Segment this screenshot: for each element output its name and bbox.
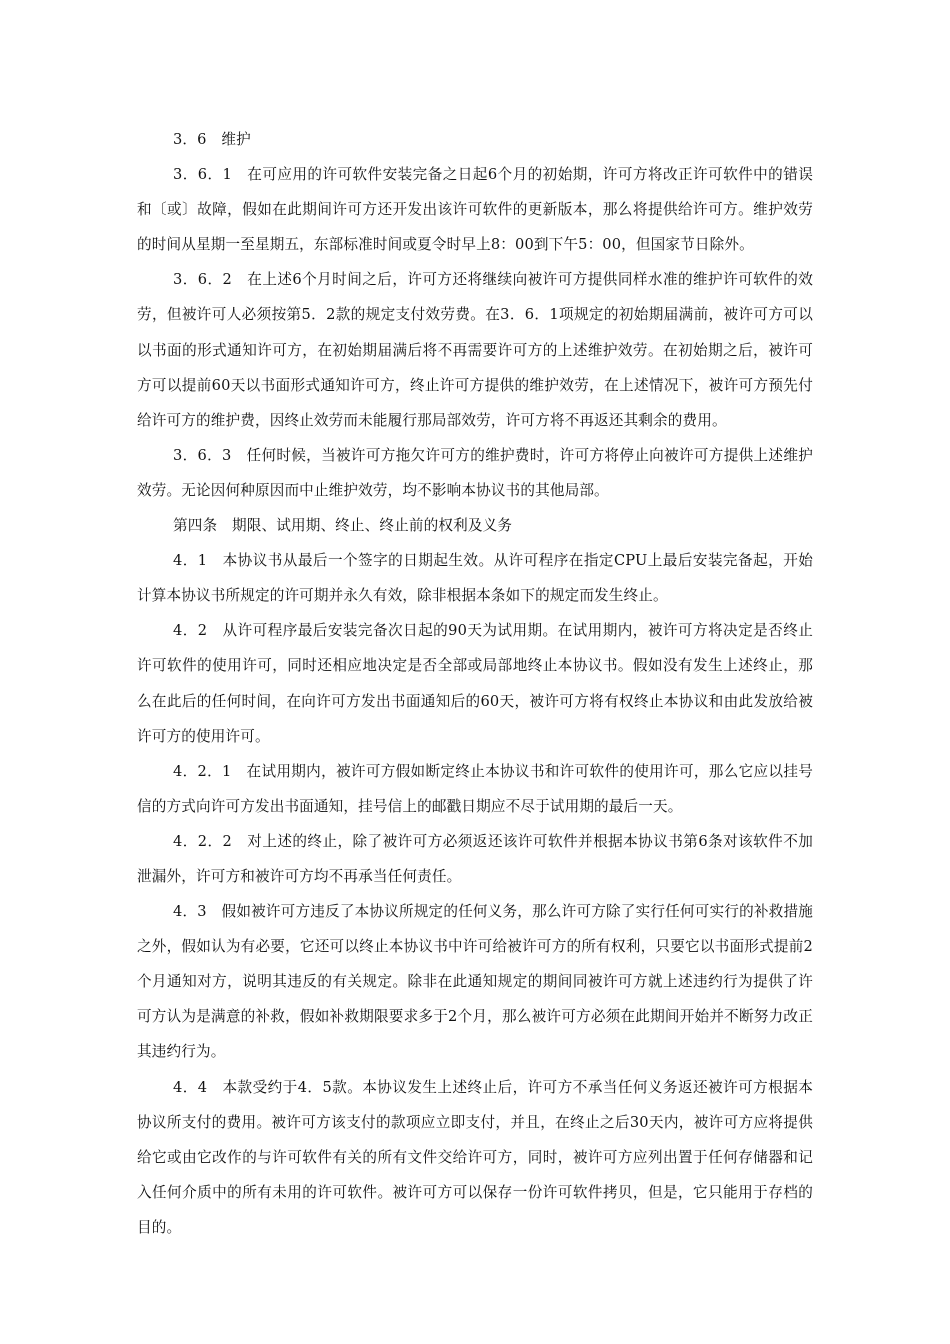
article-4-heading: 第四条 期限、试用期、终止、终止前的权利及义务 <box>173 517 513 535</box>
clause-4-4: 4．4 本款受约于4．5款。本协议发生上述终止后，许可方不承当任何义务返还被许可方根据本协议所支付的费用。被许可方该支付的款项应立即支付，并且，在终止之后30天内，被许可方应将提供给它或由它改作的与许可软件有关的所有文件交给许可方，同时，被许可方应列出置于任何存储器和记入任何介质中的所有未用的许可软件。被许可方可以保存一份许可软件拷贝，但是，它只能用于存档的目的。 <box>137 1078 813 1236</box>
clause-4-3: 4．3 假如被许可方违反了本协议所规定的任何义务，那么许可方除了实行任何可实行的补救措施之外，假如认为有必要，它还可以终止本协议书中许可给被许可方的所有权利，只要它以书面形式提前2个月通知对方，说明其违反的有关规定。除非在此通知规定的期间同被许可方就上述违约行为提供了许可方认为是满意的补救，假如补救期限要求多于2个月，那么被许可方必须在此期间开始并不断努力改正其违约行为。 <box>137 903 813 1061</box>
section-heading-3-6: 3．6 维护 <box>173 131 251 148</box>
clause-3-6-3: 3．6．3 任何时候，当被许可方拖欠许可方的维护费时，许可方将停止向被许可方提供上述维护效劳。无论因何种原因而中止维护效劳，均不影响本协议书的其他局部。 <box>137 446 813 499</box>
clause-3-6-2: 3．6．2 在上述6个月时间之后，许可方还将继续向被许可方提供同样水准的维护许可软件的效劳，但被许可人必须按第5．2款的规定支付效劳费。在3．6．1项规定的初始期届满前，被许可方可以以书面的形式通知许可方，在初始期届满后将不再需要许可方的上述维护效劳。在初始期之后，被许可方可以提前60天以书面形式通知许可方，终止许可方提供的维护效劳，在上述情况下，被许可方预先付给许可方的维护费，因终止效劳而未能履行那局部效劳，许可方将不再返还其剩余的费用。 <box>137 271 813 429</box>
clause-3-6-1: 3．6．1 在可应用的许可软件安装完备之日起6个月的初始期，许可方将改正许可软件中的错误和〔或〕故障，假如在此期间许可方还开发出该许可软件的更新版本，那么将提供给许可方。维护效劳的时间从星期一至星期五，东部标准时间或夏令时早上8：00到下午5：00，但国家节日除外。 <box>137 166 813 254</box>
clause-4-2-2: 4．2．2 对上述的终止，除了被许可方必须返还该许可软件并根据本协议书第6条对该软件不加泄漏外，许可方和被许可方均不再承当任何责任。 <box>137 832 813 885</box>
clause-4-1: 4．1 本协议书从最后一个签字的日期起生效。从许可程序在指定CPU上最后安装完备起，开始计算本协议书所规定的许可期并永久有效，除非根据本条如下的规定而发生终止。 <box>137 552 813 605</box>
document-body <box>137 122 813 1245</box>
clause-4-2-1: 4．2．1 在试用期内，被许可方假如断定终止本协议书和许可软件的使用许可，那么它应以挂号信的方式向许可方发出书面通知，挂号信上的邮戳日期应不尽于试用期的最后一天。 <box>137 762 813 815</box>
clause-4-2: 4．2 从许可程序最后安装完备次日起的90天为试用期。在试用期内，被许可方将决定是否终止许可软件的使用许可，同时还相应地决定是否全部或局部地终止本协议书。假如没有发生上述终止，那么在此后的任何时间，在向许可方发出书面通知后的60天，被许可方将有权终止本协议和由此发放给被许可方的使用许可。 <box>137 622 813 745</box>
